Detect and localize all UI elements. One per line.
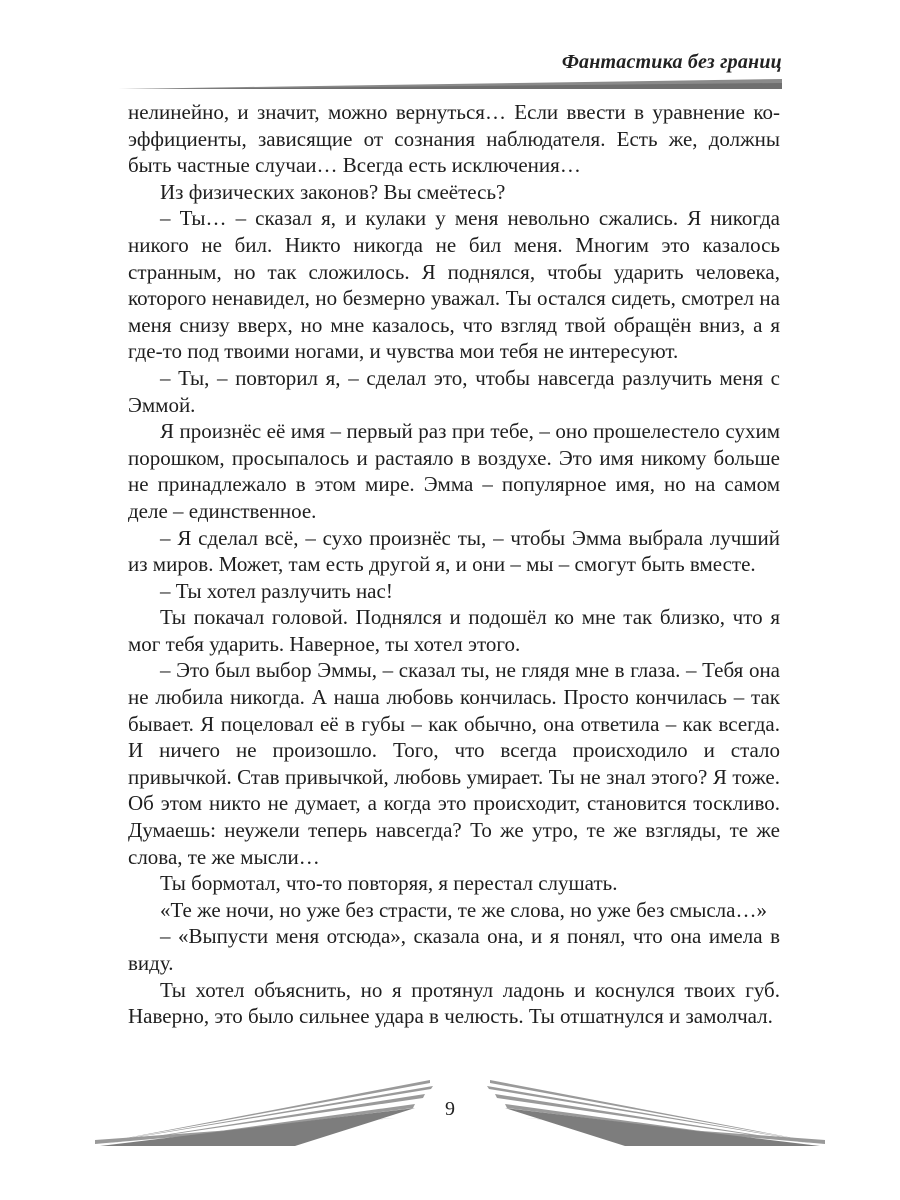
paragraph: – Ты, – повторил я, – сделал это, чтобы навсегда разлучить меня с Эммой. <box>128 365 780 417</box>
page-number: 9 <box>445 1098 455 1120</box>
paragraph: Я произнёс её имя – первый раз при тебе, – оно прошелестело сухим порошком, просыпалось и растаяло в воздухе. Это имя никому больше не принадлежало в этом мире. Эмма – популярное имя, но на самом деле – единственное. <box>128 419 780 523</box>
paragraph: Ты бормотал, что-то повторяя, я перестал слушать. <box>160 871 618 896</box>
paragraph: – Это был выбор Эммы, – сказал ты, не глядя мне в глаза. – Тебя она не любила никогда. А наша любовь кончилась. Просто кончилась – так бывает. Я поцеловал её в губы – как обычно, она ответила – как всегда. И ничего не произошло. Того, что всегда происходило и стало привычкой. Став привычкой, любовь умирает. Ты не знал этого? Я тоже. Об этом никто не думает, а когда это происходит, становится тоскливо. Думаешь: неужели теперь навсегда? То же утро, те же взгляды, те же слова, те же мысли… <box>128 658 780 869</box>
body-text <box>128 99 780 1030</box>
paragraph: нелинейно, и значит, можно вернуться… Если ввести в уравнение коэффициенты, зависящие от сознания наблюдателя. Есть же, должны быть частные случаи… Всегда есть исключения… <box>128 100 780 178</box>
paragraph: – «Выпусти меня отсюда», сказала она, и я понял, что она имела в виду. <box>128 924 780 975</box>
paragraph: Ты покачал головой. Поднялся и подошёл ко мне так близко, что я мог тебя ударить. Наверное, ты хотел этого. <box>128 605 780 656</box>
paragraph: – Я сделал всё, – сухо произнёс ты, – чтобы Эмма выбрала лучший из миров. Может, там есть другой я, и они – мы – смогут быть вместе. <box>128 525 780 577</box>
paragraph: – Ты хотел разлучить нас! <box>160 578 393 603</box>
running-title: Фантастика без границ <box>561 51 782 73</box>
paragraph: – Ты… – сказал я, и кулаки у меня невольно сжались. Я никогда никого не бил. Никто никогда не бил меня. Многим это казалось странным, но так сложилось. Я поднялся, чтобы ударить человека, которого ненавидел, но безмерно уважал. Ты остался сидеть, смотрел на меня снизу вверх, но мне казалось, что взгляд твой обращён вниз, а я где-то под твоими ногами, и чувства мои тебя не интересуют. <box>128 206 780 364</box>
paragraph: «Те же ночи, но уже без страсти, те же слова, но уже без смысла…» <box>160 897 767 922</box>
paragraph: Из физических законов? Вы смеётесь? <box>160 179 506 204</box>
header-rule <box>118 78 782 90</box>
paragraph: Ты хотел объяснить, но я протянул ладонь и коснулся твоих губ. Наверно, это было сильнее удара в челюсть. Ты отшатнулся и замолчал. <box>128 977 780 1029</box>
